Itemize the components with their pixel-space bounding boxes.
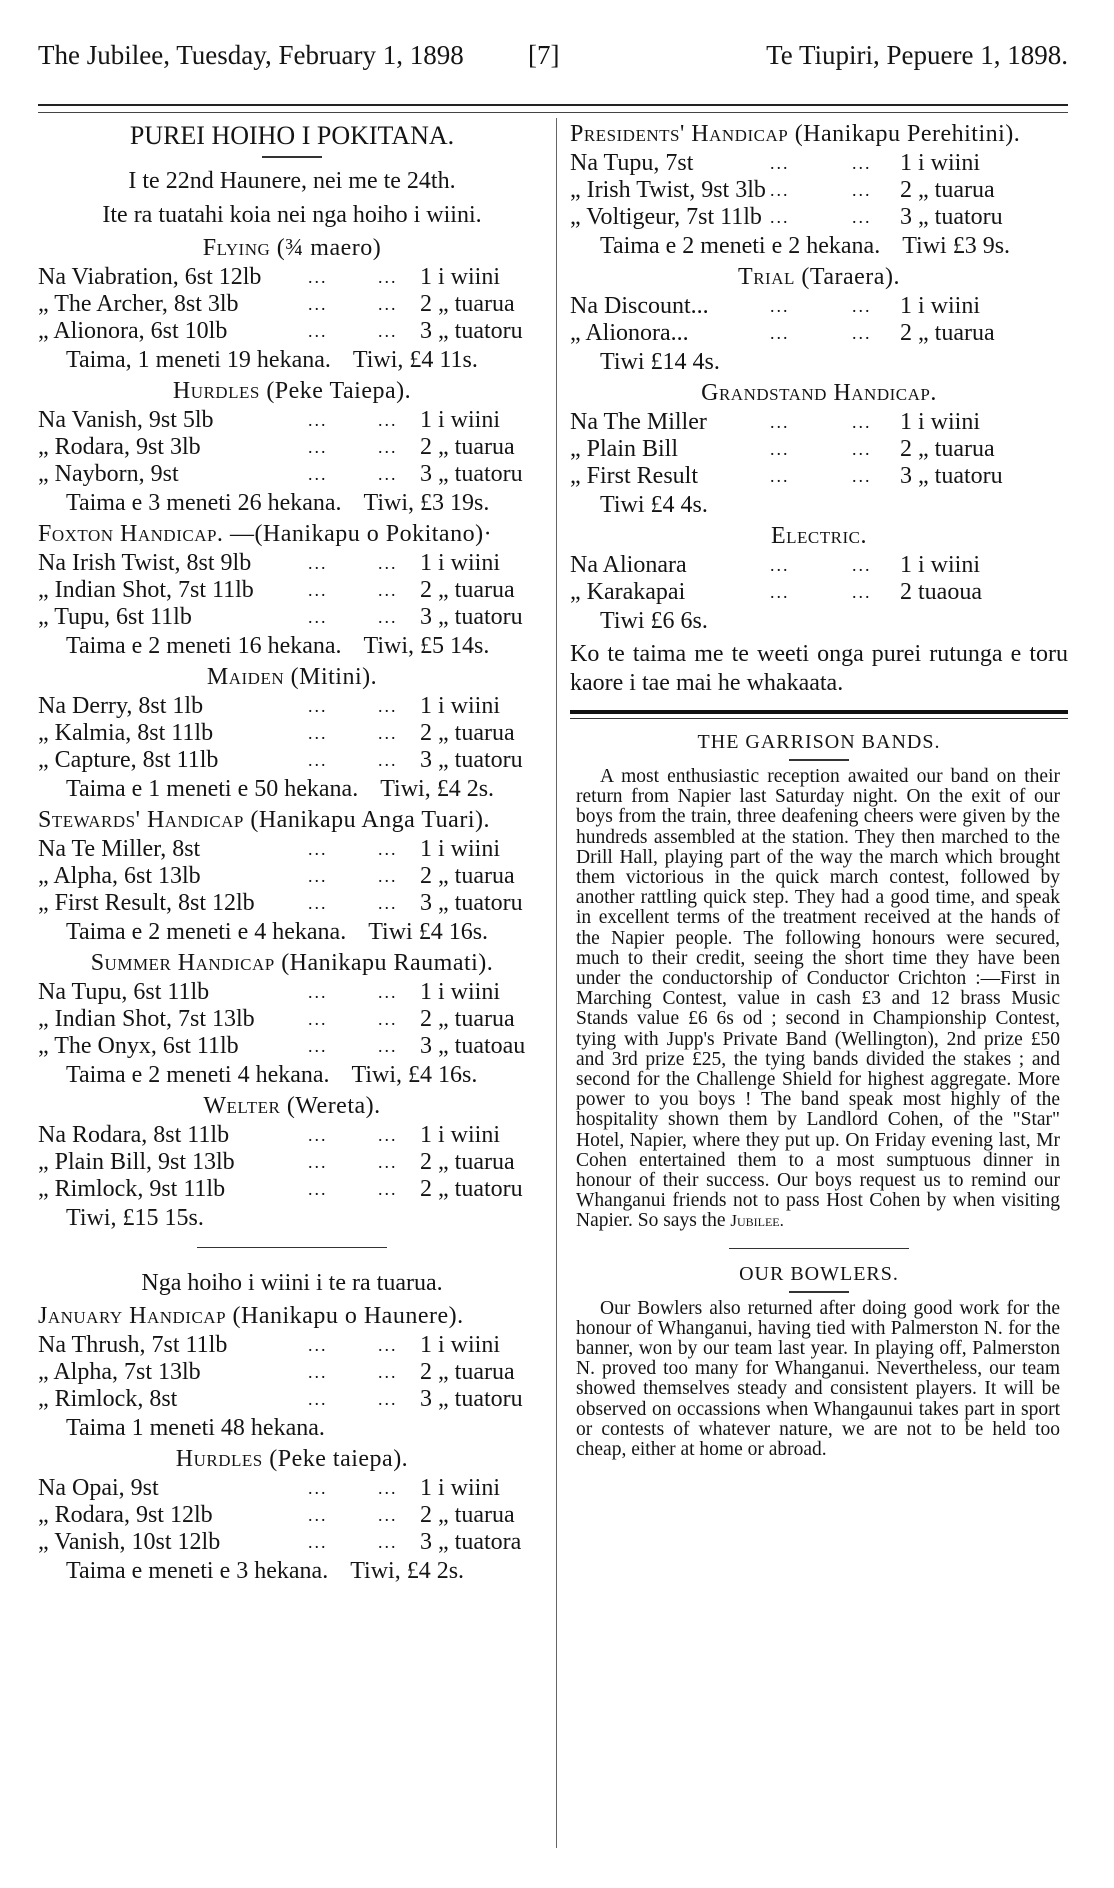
section-rule <box>197 1247 387 1248</box>
race-title <box>570 377 1068 409</box>
race-name-maori: —(Hanikapu o Pokitano)· <box>229 521 493 547</box>
race-time-line <box>38 488 546 518</box>
result-row <box>38 1386 546 1413</box>
leader-dots: ... <box>378 321 398 341</box>
horse-name: „ Rimlock, 8st <box>38 1386 178 1412</box>
result-row <box>570 436 1068 463</box>
leader-dots: ... <box>852 555 872 575</box>
leader-dots: ... <box>308 839 328 859</box>
race-title <box>570 520 1068 552</box>
leader-dots: ... <box>378 437 398 457</box>
horse-name: Na Opai, 9st <box>38 1475 159 1501</box>
article-divider-thin <box>570 718 1068 719</box>
leader-dots: ... <box>378 607 398 627</box>
leader-dots: ... <box>378 267 398 287</box>
horse-name: Na Alionara <box>570 552 687 578</box>
leader-dots: ... <box>378 1335 398 1355</box>
horse-name: „ Alionora... <box>570 320 689 346</box>
leader-dots: ... <box>308 1036 328 1056</box>
race-dividend: Tiwi, £4 2s. <box>380 776 495 802</box>
race-dividend: Tiwi, £4 16s. <box>351 1062 478 1088</box>
masthead-maori: Te Tiupiri, Pepuere 1, 1898. <box>766 40 1068 70</box>
result-row <box>38 836 546 863</box>
race-name-maori: (Peke Taiepa). <box>266 378 412 404</box>
result-row <box>38 1149 546 1176</box>
result-row <box>38 604 546 631</box>
race-name: Maiden <box>206 664 285 690</box>
placing: 2 „ tuarua <box>420 291 515 317</box>
result-row <box>38 1359 546 1386</box>
result-row <box>38 890 546 917</box>
result-row <box>570 579 1068 606</box>
horse-name: „ Indian Shot, 7st 13lb <box>38 1006 255 1032</box>
placing: 1 i wiini <box>420 1475 501 1501</box>
horse-name: „ Tupu, 6st 11lb <box>38 604 192 630</box>
placing: 1 i wiini <box>900 150 981 176</box>
result-row <box>38 720 546 747</box>
leader-dots: ... <box>308 410 328 430</box>
page-number: [7] <box>528 40 560 70</box>
right-column <box>570 118 1068 1460</box>
placing: 3 „ tuatoru <box>420 747 523 773</box>
horse-name: „ Voltigeur, 7st 11lb <box>570 204 762 230</box>
leader-dots: ... <box>770 207 790 227</box>
leader-dots: ... <box>378 1179 398 1199</box>
result-row <box>570 177 1068 204</box>
race-dividend: Tiwi, £4 2s. <box>350 1558 465 1584</box>
placing: 2 tuaoua <box>900 579 982 605</box>
leader-dots: ... <box>852 466 872 486</box>
race-title <box>38 1300 546 1332</box>
leader-dots: ... <box>378 294 398 314</box>
garrison-signoff: Jubilee. <box>730 1211 784 1231</box>
result-row <box>38 577 546 604</box>
horse-name: Na Irish Twist, 8st 9lb <box>38 550 252 576</box>
leader-dots: ... <box>308 464 328 484</box>
leader-dots: ... <box>770 180 790 200</box>
leader-dots: ... <box>852 180 872 200</box>
race-title <box>38 375 546 407</box>
race-dividend: Tiwi, £5 14s. <box>363 633 490 659</box>
horse-name: „ Rodara, 9st 3lb <box>38 434 201 460</box>
placing: 2 „ tuarua <box>900 320 995 346</box>
race-dividend: Tiwi £14 4s. <box>600 349 720 375</box>
result-row <box>38 1006 546 1033</box>
horse-name: „ The Onyx, 6st 11lb <box>38 1033 239 1059</box>
race-name: Trial <box>738 264 795 290</box>
leader-dots: ... <box>308 1505 328 1525</box>
leader-dots: ... <box>770 439 790 459</box>
leader-dots: ... <box>378 1036 398 1056</box>
placing: 2 „ tuarua <box>420 577 515 603</box>
leader-dots: ... <box>308 437 328 457</box>
race-time-line <box>570 606 1068 636</box>
first-day-line: Ite ra tuatahi koia nei nga hoiho i wiini. <box>102 202 482 228</box>
horse-name: Na Tupu, 7st <box>570 150 694 176</box>
leader-dots: ... <box>770 466 790 486</box>
first-day-results <box>38 232 546 1233</box>
masthead-rule <box>38 104 1068 106</box>
placing: 1 i wiini <box>900 293 981 319</box>
result-row <box>38 1176 546 1203</box>
leader-dots: ... <box>378 464 398 484</box>
race-time: Taima, 1 meneti 19 hekana. <box>66 347 331 373</box>
race-name: Electric. <box>771 523 867 549</box>
placing: 1 i wiini <box>900 552 981 578</box>
race-name-maori: (Wereta). <box>286 1093 381 1119</box>
race-name: Summer Handicap <box>90 950 275 976</box>
result-row <box>38 863 546 890</box>
result-row <box>38 318 546 345</box>
placing: 1 i wiini <box>420 979 501 1005</box>
placing: 3 „ tuatoau <box>420 1033 526 1059</box>
race-title <box>38 661 546 693</box>
leader-dots: ... <box>378 982 398 1002</box>
result-row <box>38 747 546 774</box>
race-name-maori: (Mitini). <box>290 664 378 690</box>
race-title <box>38 232 546 264</box>
race-title <box>570 261 1068 293</box>
race-name: Foxton Handicap. <box>38 521 224 547</box>
result-row <box>38 291 546 318</box>
leader-dots: ... <box>770 153 790 173</box>
leader-dots: ... <box>308 1532 328 1552</box>
leader-dots: ... <box>308 750 328 770</box>
leader-dots: ... <box>852 439 872 459</box>
result-row <box>38 1502 546 1529</box>
race-name-maori: (Hanikapu Anga Tuari). <box>250 807 490 833</box>
leader-dots: ... <box>308 1335 328 1355</box>
horse-name: „ The Archer, 8st 3lb <box>38 291 239 317</box>
bowlers-title-rule <box>789 1291 849 1293</box>
result-row <box>38 1475 546 1502</box>
leader-dots: ... <box>378 1125 398 1145</box>
leader-dots: ... <box>308 321 328 341</box>
leader-dots: ... <box>852 153 872 173</box>
result-row <box>38 1033 546 1060</box>
horse-name: Na Derry, 8st 1lb <box>38 693 204 719</box>
article-divider-thick <box>570 710 1068 714</box>
leader-dots: ... <box>308 267 328 287</box>
leader-dots: ... <box>770 323 790 343</box>
leader-dots: ... <box>308 982 328 1002</box>
horse-name: Na The Miller <box>570 409 707 435</box>
race-time: Taima 1 meneti 48 hekana. <box>66 1415 325 1441</box>
race-time-line <box>38 631 546 661</box>
leader-dots: ... <box>852 582 872 602</box>
garrison-title: THE GARRISON BANDS. <box>697 731 941 753</box>
placing: 1 i wiini <box>420 836 501 862</box>
horse-name: Na Te Miller, 8st <box>38 836 201 862</box>
race-dividend: Tiwi, £4 11s. <box>352 347 478 373</box>
result-row <box>570 463 1068 490</box>
left-column <box>38 118 546 1586</box>
race-time-line <box>38 774 546 804</box>
leader-dots: ... <box>308 607 328 627</box>
result-row <box>570 320 1068 347</box>
placing: 3 „ tuatoru <box>420 318 523 344</box>
race-time: Taima e 2 meneti 16 hekana. <box>66 633 342 659</box>
race-name-maori: (Hanikapu o Haunere). <box>232 1303 464 1329</box>
race-title <box>38 947 546 979</box>
leader-dots: ... <box>308 1389 328 1409</box>
horse-name: Na Rodara, 8st 11lb <box>38 1122 230 1148</box>
bowlers-divider <box>729 1248 909 1249</box>
leader-dots: ... <box>378 1389 398 1409</box>
leader-dots: ... <box>852 412 872 432</box>
placing: 3 „ tuatoru <box>900 463 1003 489</box>
result-row <box>38 1122 546 1149</box>
leader-dots: ... <box>308 696 328 716</box>
race-name: Stewards' Handicap <box>38 807 244 833</box>
horse-name: „ Nayborn, 9st <box>38 461 179 487</box>
placing: 2 „ tuarua <box>420 434 515 460</box>
result-row <box>570 552 1068 579</box>
leader-dots: ... <box>378 553 398 573</box>
right-day-results <box>570 118 1068 636</box>
leader-dots: ... <box>378 580 398 600</box>
result-row <box>38 407 546 434</box>
result-row <box>570 409 1068 436</box>
second-day-line: Nga hoiho i wiini i te ra tuarua. <box>141 1270 443 1296</box>
racing-heading: PUREI HOIHO I POKITANA. <box>129 121 455 150</box>
column-divider <box>556 118 557 1848</box>
leader-dots: ... <box>308 1362 328 1382</box>
placing: 3 „ tuatoru <box>420 890 523 916</box>
race-dividend: Tiwi, £15 15s. <box>66 1205 204 1231</box>
race-name: Hurdles <box>172 378 260 404</box>
placing: 2 „ tuarua <box>420 720 515 746</box>
horse-name: Na Discount... <box>570 293 709 319</box>
leader-dots: ... <box>308 1152 328 1172</box>
leader-dots: ... <box>308 1125 328 1145</box>
horse-name: Na Thrush, 7st 11lb <box>38 1332 228 1358</box>
leader-dots: ... <box>308 1478 328 1498</box>
race-title <box>38 1443 546 1475</box>
leader-dots: ... <box>378 1009 398 1029</box>
leader-dots: ... <box>378 1478 398 1498</box>
leader-dots: ... <box>770 555 790 575</box>
racing-date-line: I te 22nd Haunere, nei me te 24th. <box>128 168 456 194</box>
leader-dots: ... <box>308 723 328 743</box>
race-time-line <box>570 490 1068 520</box>
horse-name: „ Vanish, 10st 12lb <box>38 1529 221 1555</box>
leader-dots: ... <box>770 582 790 602</box>
placing: 1 i wiini <box>900 409 981 435</box>
race-name: Presidents' Handicap <box>570 121 789 147</box>
masthead-rule-thin <box>38 112 1068 113</box>
result-row <box>38 461 546 488</box>
horse-name: Na Tupu, 6st 11lb <box>38 979 210 1005</box>
race-name-maori: (Hanikapu Perehitini). <box>794 121 1021 147</box>
placing: 2 „ tuarua <box>420 1006 515 1032</box>
heading-rule <box>262 156 322 158</box>
race-title <box>38 804 546 836</box>
bowlers-title: OUR BOWLERS. <box>739 1262 899 1285</box>
result-row <box>38 550 546 577</box>
result-row <box>570 150 1068 177</box>
race-time: Taima e 1 meneti e 50 hekana. <box>66 776 359 802</box>
second-day-results <box>38 1300 546 1586</box>
placing: 3 „ tuatoru <box>420 461 523 487</box>
race-dividend: Tiwi, £3 19s. <box>363 490 490 516</box>
race-time-line <box>38 1413 546 1443</box>
race-time-line <box>38 1060 546 1090</box>
race-name-maori: (Taraera). <box>801 264 900 290</box>
garrison-article <box>576 767 1060 1232</box>
result-row <box>38 1529 546 1556</box>
leader-dots: ... <box>378 866 398 886</box>
race-name-maori: (¾ maero) <box>276 235 382 261</box>
race-title <box>38 1090 546 1122</box>
race-name: Welter <box>203 1093 281 1119</box>
masthead <box>38 40 1068 84</box>
placing: 3 „ tuatoru <box>420 1386 523 1412</box>
leader-dots: ... <box>378 696 398 716</box>
race-name: Flying <box>202 235 271 261</box>
garrison-body: A most enthusiastic reception awaited our band on their return from Napier last Saturday night. On the exit of our boys from the train, three deafening cheers were given by the hundreds assembled at the station. They then marched to the Drill Hall, playing part of the way the march which brought them victorious in the quick march contest, followed by another rattling quick step. They had a good time, and speak in excellent terms of the treatment received at the hands of the Napier people. The following honours were secured, much to their credit, seeing the short time they have been under the conductorship of Conductor Crichton :—First in Marching Contest, value in cash £3 and 12 brass Music Stands value £6 6s od ; second in Championship Contest, tying with Jupp's Private Band (Wellington), 2nd prize £50 and 3rd prize £25, the tying bands divided the stakes ; and second for the Challenge Shield for highest aggregate. More power to you boys ! The band speak most highly of the hospitality shown them by Landlord Cohen, of the "Star" Hotel, Napier, where they put up. On Friday evening last, Mr Cohen entertained them to a most sumptuous dinner in honour of their success. Our boys request us to remind our Whanganui friends not to pass Host Cohen by when visiting Napier. So says the <box>576 766 1060 1232</box>
result-row <box>38 434 546 461</box>
leader-dots: ... <box>378 723 398 743</box>
result-row <box>38 979 546 1006</box>
placing: 3 „ tuatoru <box>900 204 1003 230</box>
race-time: Taima e 2 meneti e 2 hekana. <box>600 233 881 259</box>
masthead-english: The Jubilee, Tuesday, February 1, 1898 <box>38 40 464 70</box>
horse-name: „ Plain Bill <box>570 436 678 462</box>
horse-name: „ Capture, 8st 11lb <box>38 747 219 773</box>
leader-dots: ... <box>308 1009 328 1029</box>
leader-dots: ... <box>308 866 328 886</box>
horse-name: „ Plain Bill, 9st 13lb <box>38 1149 235 1175</box>
placing: 2 „ tuarua <box>900 177 995 203</box>
race-title <box>570 118 1068 150</box>
race-name: Hurdles <box>175 1446 263 1472</box>
leader-dots: ... <box>378 1505 398 1525</box>
race-time-line <box>38 1556 546 1586</box>
race-time-line <box>38 1203 546 1233</box>
results-note: Ko te taima me te weeti onga purei rutunga e toru kaore i tae mai he whakaata. <box>570 641 1068 696</box>
result-row <box>570 293 1068 320</box>
race-dividend: Tiwi £6 6s. <box>600 608 708 634</box>
leader-dots: ... <box>770 296 790 316</box>
leader-dots: ... <box>852 207 872 227</box>
race-time: Taima e 2 meneti e 4 hekana. <box>66 919 347 945</box>
horse-name: „ Rodara, 9st 12lb <box>38 1502 213 1528</box>
leader-dots: ... <box>378 410 398 430</box>
placing: 2 „ tuarua <box>420 1502 515 1528</box>
leader-dots: ... <box>852 296 872 316</box>
horse-name: „ Kalmia, 8st 11lb <box>38 720 214 746</box>
placing: 3 „ tuatora <box>420 1529 522 1555</box>
race-time-line <box>570 347 1068 377</box>
horse-name: Na Viabration, 6st 12lb <box>38 264 262 290</box>
leader-dots: ... <box>378 1362 398 1382</box>
result-row <box>38 1332 546 1359</box>
race-title <box>38 518 546 550</box>
race-name-maori: (Peke taiepa). <box>269 1446 409 1472</box>
leader-dots: ... <box>308 1179 328 1199</box>
horse-name: „ Rimlock, 9st 11lb <box>38 1176 226 1202</box>
race-time: Taima e 3 meneti 26 hekana. <box>66 490 342 516</box>
leader-dots: ... <box>308 893 328 913</box>
leader-dots: ... <box>308 580 328 600</box>
result-row <box>38 264 546 291</box>
leader-dots: ... <box>308 553 328 573</box>
placing: 3 „ tuatoru <box>420 604 523 630</box>
horse-name: „ Indian Shot, 7st 11lb <box>38 577 254 603</box>
leader-dots: ... <box>378 893 398 913</box>
placing: 1 i wiini <box>420 693 501 719</box>
leader-dots: ... <box>852 323 872 343</box>
leader-dots: ... <box>378 750 398 770</box>
race-time-line <box>38 345 546 375</box>
race-dividend: Tiwi £4 16s. <box>368 919 489 945</box>
leader-dots: ... <box>770 412 790 432</box>
placing: 1 i wiini <box>420 550 501 576</box>
placing: 2 „ tuatoru <box>420 1176 523 1202</box>
horse-name: „ First Result <box>570 463 699 489</box>
race-name-maori: (Hanikapu Raumati). <box>281 950 494 976</box>
placing: 1 i wiini <box>420 1332 501 1358</box>
race-name: January Handicap <box>38 1303 227 1329</box>
horse-name: „ First Result, 8st 12lb <box>38 890 255 916</box>
horse-name: Na Vanish, 9st 5lb <box>38 407 214 433</box>
race-time-line <box>570 231 1068 261</box>
race-dividend: Tiwi £3 9s. <box>902 233 1011 259</box>
placing: 1 i wiini <box>420 264 501 290</box>
leader-dots: ... <box>308 294 328 314</box>
placing: 2 „ tuarua <box>420 1149 515 1175</box>
horse-name: „ Alpha, 6st 13lb <box>38 863 201 889</box>
race-time: Taima e meneti e 3 hekana. <box>66 1558 329 1584</box>
leader-dots: ... <box>378 839 398 859</box>
placing: 2 „ tuarua <box>420 1359 515 1385</box>
placing: 1 i wiini <box>420 1122 501 1148</box>
bowlers-article: Our Bowlers also returned after doing good work for the honour of Whanganui, having tied with Palmerston N. for the banner, won by our team last year. In playing off, Palmerston N. proved too many for Whanganui. Nevertheless, our team showed themselves steady and consistent players. It will be observed on occassions when Whangaunui takes part in sport or contests of whatever nature, we are not to be held too cheap, either at home or abroad. <box>576 1297 1060 1461</box>
horse-name: „ Irish Twist, 9st 3lb <box>570 177 766 203</box>
placing: 1 i wiini <box>420 407 501 433</box>
leader-dots: ... <box>378 1532 398 1552</box>
race-dividend: Tiwi £4 4s. <box>600 492 708 518</box>
race-name: Grandstand Handicap. <box>701 380 937 406</box>
result-row <box>38 693 546 720</box>
leader-dots: ... <box>378 1152 398 1172</box>
result-row <box>570 204 1068 231</box>
race-time: Taima e 2 meneti 4 hekana. <box>66 1062 330 1088</box>
horse-name: „ Karakapai <box>570 579 686 605</box>
placing: 2 „ tuarua <box>420 863 515 889</box>
horse-name: „ Alionora, 6st 10lb <box>38 318 228 344</box>
placing: 2 „ tuarua <box>900 436 995 462</box>
race-time-line <box>38 917 546 947</box>
horse-name: „ Alpha, 7st 13lb <box>38 1359 201 1385</box>
garrison-title-rule <box>789 759 849 761</box>
